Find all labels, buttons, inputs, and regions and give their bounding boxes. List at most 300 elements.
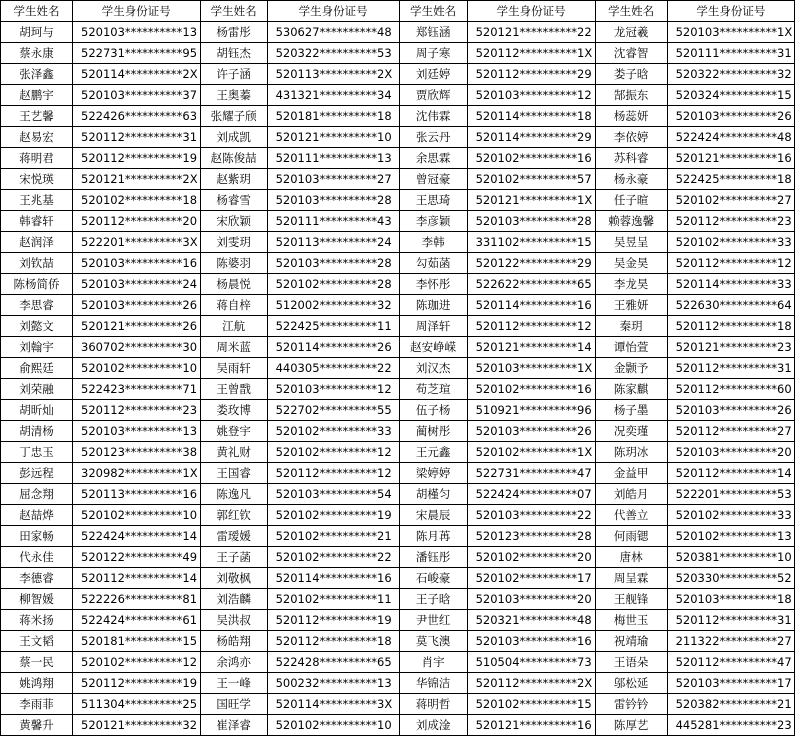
student-id-cell: 520112**********19	[73, 148, 201, 169]
table-row	[1, 316, 795, 337]
student-id-cell: 522731**********47	[467, 463, 595, 484]
table-row	[1, 274, 795, 295]
table-row	[1, 400, 795, 421]
student-name-cell: 胡清杨	[1, 421, 73, 442]
student-name-cell: 赵润泽	[1, 232, 73, 253]
student-name-cell: 李德睿	[1, 568, 73, 589]
student-id-cell: 520102**********19	[267, 505, 399, 526]
student-id-cell: 520113**********24	[267, 232, 399, 253]
student-id-cell: 520121**********16	[467, 715, 595, 736]
header-student-id: 学生身份证号	[667, 1, 795, 22]
table-row	[1, 379, 795, 400]
student-id-cell: 520181**********15	[73, 631, 201, 652]
student-name-cell: 蒋米扬	[1, 610, 73, 631]
student-name-cell: 屈念翔	[1, 484, 73, 505]
student-id-cell: 520114**********29	[467, 127, 595, 148]
student-id-cell: 520122**********49	[73, 547, 201, 568]
student-id-cell: 520102**********11	[267, 589, 399, 610]
student-name-cell: 张泽鑫	[1, 64, 73, 85]
student-id-cell: 520102**********33	[667, 232, 795, 253]
student-name-cell: 吴金昊	[595, 253, 667, 274]
student-id-cell: 520121**********32	[73, 715, 201, 736]
student-name-cell: 勾茹菡	[399, 253, 467, 274]
student-name-cell: 许子涵	[200, 64, 267, 85]
student-id-cell: 520102**********15	[467, 694, 595, 715]
student-id-cell: 520112**********12	[467, 316, 595, 337]
table-row	[1, 505, 795, 526]
student-id-cell: 520103**********17	[667, 673, 795, 694]
student-id-cell: 520103**********18	[667, 589, 795, 610]
student-id-cell: 522226**********81	[73, 589, 201, 610]
student-name-cell: 周米蓝	[200, 337, 267, 358]
student-id-cell: 520112**********23	[73, 400, 201, 421]
student-id-cell: 520181**********18	[267, 106, 399, 127]
student-id-cell: 520330**********52	[667, 568, 795, 589]
student-name-cell: 苟芝瑄	[399, 379, 467, 400]
student-id-cell: 520103**********26	[73, 295, 201, 316]
student-name-cell: 王兆基	[1, 190, 73, 211]
student-id-cell: 520102**********57	[467, 169, 595, 190]
student-name-cell: 梅世玉	[595, 610, 667, 631]
student-id-cell: 522630**********64	[667, 295, 795, 316]
student-name-cell: 李龙昊	[595, 274, 667, 295]
student-name-cell: 蒋自梓	[200, 295, 267, 316]
student-id-cell: 520112**********12	[267, 463, 399, 484]
student-id-cell: 520123**********28	[467, 526, 595, 547]
student-id-cell: 520102**********33	[267, 421, 399, 442]
student-id-cell: 512002**********32	[267, 295, 399, 316]
student-id-cell: 520121**********16	[667, 148, 795, 169]
student-name-cell: 杨子墨	[595, 400, 667, 421]
header-student-name: 学生姓名	[200, 1, 267, 22]
student-name-cell: 柳智媛	[1, 589, 73, 610]
student-name-cell: 苏科睿	[595, 148, 667, 169]
student-name-cell: 吴洪叔	[200, 610, 267, 631]
student-id-cell: 520102**********28	[267, 274, 399, 295]
student-id-cell: 522426**********63	[73, 106, 201, 127]
student-id-cell: 520102**********27	[667, 190, 795, 211]
student-name-cell: 姚鸿翔	[1, 673, 73, 694]
student-name-cell: 贾欣辉	[399, 85, 467, 106]
student-name-cell: 黄馨升	[1, 715, 73, 736]
student-name-cell: 赵鹏宇	[1, 85, 73, 106]
student-name-cell: 娄子晗	[595, 64, 667, 85]
student-name-cell: 蔡永康	[1, 43, 73, 64]
student-name-cell: 蔡一民	[1, 652, 73, 673]
student-name-cell: 郑钰涵	[399, 22, 467, 43]
student-name-cell: 赵易宏	[1, 127, 73, 148]
student-name-cell: 蔺树彤	[399, 421, 467, 442]
student-name-cell: 宋晨辰	[399, 505, 467, 526]
student-name-cell: 娄玫博	[200, 400, 267, 421]
student-id-cell: 520103**********12	[467, 85, 595, 106]
student-name-cell: 陈珈进	[399, 295, 467, 316]
student-name-cell: 陈月苒	[399, 526, 467, 547]
student-name-cell: 王曾戬	[200, 379, 267, 400]
header-student-name: 学生姓名	[1, 1, 73, 22]
student-id-cell: 520322**********32	[667, 64, 795, 85]
student-id-cell: 520102**********18	[73, 190, 201, 211]
student-id-cell: 520103**********26	[467, 421, 595, 442]
student-id-cell: 520102**********17	[467, 568, 595, 589]
table-row	[1, 169, 795, 190]
table-row	[1, 715, 795, 736]
student-name-cell: 刘懿文	[1, 316, 73, 337]
student-id-cell: 520103**********27	[267, 169, 399, 190]
student-id-cell: 520112**********31	[667, 610, 795, 631]
student-name-cell: 雷瑷媛	[200, 526, 267, 547]
table-row	[1, 610, 795, 631]
student-id-cell: 520111**********13	[267, 148, 399, 169]
student-name-cell: 陈家麒	[595, 379, 667, 400]
table-row	[1, 64, 795, 85]
table-row	[1, 337, 795, 358]
student-id-cell: 520102**********10	[267, 715, 399, 736]
student-id-cell: 520121**********14	[467, 337, 595, 358]
student-id-cell: 522424**********61	[73, 610, 201, 631]
student-name-cell: 王一峰	[200, 673, 267, 694]
student-name-cell: 莫飞澳	[399, 631, 467, 652]
student-id-cell: 522424**********14	[73, 526, 201, 547]
student-id-cell: 520112**********1X	[467, 43, 595, 64]
student-name-cell: 代善立	[595, 505, 667, 526]
student-name-cell: 吴雨轩	[200, 358, 267, 379]
student-name-cell: 刘敬枫	[200, 568, 267, 589]
student-name-cell: 秦玥	[595, 316, 667, 337]
student-name-cell: 王舰锋	[595, 589, 667, 610]
student-name-cell: 李韩	[399, 232, 467, 253]
table-row	[1, 232, 795, 253]
student-name-cell: 张云丹	[399, 127, 467, 148]
student-id-cell: 520102**********22	[267, 547, 399, 568]
student-name-cell: 丁忠玉	[1, 442, 73, 463]
student-id-cell: 520112**********19	[73, 673, 201, 694]
student-name-cell: 王雅妍	[595, 295, 667, 316]
table-row	[1, 484, 795, 505]
student-id-cell: 520102**********10	[73, 358, 201, 379]
student-id-cell: 530627**********48	[267, 22, 399, 43]
student-name-cell: 李依婷	[595, 127, 667, 148]
student-id-cell: 520114**********2X	[73, 64, 201, 85]
student-name-cell: 陈婆羽	[200, 253, 267, 274]
student-name-cell: 蒋明君	[1, 148, 73, 169]
student-id-cell: 520102**********16	[467, 148, 595, 169]
student-id-cell: 320982**********1X	[73, 463, 201, 484]
student-id-cell: 520103**********13	[73, 22, 201, 43]
student-name-cell: 刘成凯	[200, 127, 267, 148]
student-id-cell: 440305**********22	[267, 358, 399, 379]
student-id-cell: 520112**********14	[73, 568, 201, 589]
student-name-cell: 曾冠豪	[399, 169, 467, 190]
student-id-cell: 520123**********38	[73, 442, 201, 463]
student-id-cell: 522424**********48	[667, 127, 795, 148]
table-row	[1, 43, 795, 64]
student-id-cell: 520382**********21	[667, 694, 795, 715]
student-id-cell: 520112**********14	[667, 463, 795, 484]
student-name-cell: 沈伟霖	[399, 106, 467, 127]
student-name-cell: 尹世红	[399, 610, 467, 631]
student-name-cell: 姚登宇	[200, 421, 267, 442]
student-name-cell: 杨永豪	[595, 169, 667, 190]
student-name-cell: 陈逸凡	[200, 484, 267, 505]
student-id-cell: 522428**********65	[267, 652, 399, 673]
student-name-cell: 刘廷婷	[399, 64, 467, 85]
student-name-cell: 龙冠羲	[595, 22, 667, 43]
student-id-cell: 510921**********96	[467, 400, 595, 421]
table-row	[1, 211, 795, 232]
student-id-cell: 445281**********23	[667, 715, 795, 736]
student-id-cell: 520103**********20	[467, 589, 595, 610]
student-name-cell: 杨皓翔	[200, 631, 267, 652]
table-row	[1, 631, 795, 652]
student-id-cell: 520112**********29	[467, 64, 595, 85]
table-row	[1, 694, 795, 715]
student-id-cell: 520102**********13	[667, 526, 795, 547]
student-name-cell: 沈睿智	[595, 43, 667, 64]
student-name-cell: 华锦洁	[399, 673, 467, 694]
student-id-cell: 520103**********16	[467, 631, 595, 652]
student-id-cell: 520102**********12	[267, 442, 399, 463]
student-id-cell: 522622**********65	[467, 274, 595, 295]
student-id-cell: 522731**********95	[73, 43, 201, 64]
student-name-cell: 王元鑫	[399, 442, 467, 463]
student-id-cell: 520121**********10	[267, 127, 399, 148]
student-id-cell: 520324**********15	[667, 85, 795, 106]
student-name-cell: 胡钰杰	[200, 43, 267, 64]
student-id-cell: 520112**********12	[667, 253, 795, 274]
table-row	[1, 652, 795, 673]
table-row	[1, 22, 795, 43]
student-name-cell: 陈杨简侨	[1, 274, 73, 295]
student-id-cell: 520121**********1X	[467, 190, 595, 211]
student-id-cell: 520112**********18	[667, 316, 795, 337]
table-row	[1, 127, 795, 148]
student-id-cell: 331102**********15	[467, 232, 595, 253]
table-row	[1, 568, 795, 589]
table-row	[1, 295, 795, 316]
student-id-cell: 520112**********23	[667, 211, 795, 232]
student-name-cell: 周呈霖	[595, 568, 667, 589]
student-id-cell: 520103**********1X	[467, 358, 595, 379]
student-id-cell: 520103**********24	[73, 274, 201, 295]
student-name-cell: 杨蕊妍	[595, 106, 667, 127]
student-name-cell: 赵紫玥	[200, 169, 267, 190]
student-name-cell: 潘钰彤	[399, 547, 467, 568]
student-id-cell: 520112**********60	[667, 379, 795, 400]
student-name-cell: 王文韬	[1, 631, 73, 652]
header-student-name: 学生姓名	[399, 1, 467, 22]
table-row	[1, 421, 795, 442]
table-row	[1, 148, 795, 169]
student-name-cell: 祝靖瑜	[595, 631, 667, 652]
student-name-cell: 况奕瑾	[595, 421, 667, 442]
student-id-cell: 522201**********53	[667, 484, 795, 505]
student-id-cell: 520112**********27	[667, 421, 795, 442]
student-name-cell: 李雨菲	[1, 694, 73, 715]
student-name-cell: 金颢予	[595, 358, 667, 379]
student-name-cell: 崔泽睿	[200, 715, 267, 736]
table-row	[1, 85, 795, 106]
student-name-cell: 刘成淦	[399, 715, 467, 736]
student-id-cell: 520111**********31	[667, 43, 795, 64]
student-name-cell: 王思琦	[399, 190, 467, 211]
student-name-cell: 赵安峥嵘	[399, 337, 467, 358]
student-name-cell: 何雨锶	[595, 526, 667, 547]
student-name-cell: 张耀子颀	[200, 106, 267, 127]
student-id-cell: 520112**********31	[667, 358, 795, 379]
student-name-cell: 代永佳	[1, 547, 73, 568]
student-name-cell: 赵陈俊喆	[200, 148, 267, 169]
student-id-cell: 520103**********26	[667, 400, 795, 421]
student-id-cell: 511304**********25	[73, 694, 201, 715]
student-id-cell: 520102**********12	[73, 652, 201, 673]
student-name-cell: 韩睿轩	[1, 211, 73, 232]
student-name-cell: 刘荣融	[1, 379, 73, 400]
student-id-cell: 520102**********33	[667, 505, 795, 526]
student-id-cell: 520114**********16	[267, 568, 399, 589]
student-name-cell: 俞熙廷	[1, 358, 73, 379]
header-student-id: 学生身份证号	[267, 1, 399, 22]
header-row	[1, 1, 795, 22]
student-name-cell: 伍子杨	[399, 400, 467, 421]
student-id-cell: 520102**********20	[467, 547, 595, 568]
student-id-cell: 520112**********2X	[467, 673, 595, 694]
student-name-cell: 金益甲	[595, 463, 667, 484]
student-id-cell: 520102**********10	[73, 505, 201, 526]
student-name-cell: 胡昕灿	[1, 400, 73, 421]
student-id-cell: 520112**********20	[73, 211, 201, 232]
student-name-cell: 郭红钦	[200, 505, 267, 526]
student-id-cell: 522424**********07	[467, 484, 595, 505]
header-student-id: 学生身份证号	[73, 1, 201, 22]
student-name-cell: 王艺馨	[1, 106, 73, 127]
table-row	[1, 190, 795, 211]
student-id-cell: 520114**********18	[467, 106, 595, 127]
table-row	[1, 106, 795, 127]
student-name-cell: 赵喆烨	[1, 505, 73, 526]
student-name-cell: 国旺学	[200, 694, 267, 715]
student-id-cell: 520113**********2X	[267, 64, 399, 85]
student-id-cell: 520102**********16	[467, 379, 595, 400]
student-name-cell: 田家畅	[1, 526, 73, 547]
student-name-cell: 谭怡萱	[595, 337, 667, 358]
table-row	[1, 358, 795, 379]
student-name-cell: 刘雯玥	[200, 232, 267, 253]
student-id-cell: 431321**********34	[267, 85, 399, 106]
student-name-cell: 黄礼财	[200, 442, 267, 463]
student-name-cell: 邬松延	[595, 673, 667, 694]
student-name-cell: 周子寒	[399, 43, 467, 64]
student-id-cell: 520103**********28	[267, 253, 399, 274]
student-id-cell: 520121**********22	[467, 22, 595, 43]
student-id-cell: 520122**********29	[467, 253, 595, 274]
student-name-cell: 杨晨悦	[200, 274, 267, 295]
student-name-cell: 刘皓月	[595, 484, 667, 505]
student-name-cell: 胡槿匀	[399, 484, 467, 505]
student-name-cell: 肖宇	[399, 652, 467, 673]
student-id-cell: 520103**********28	[467, 211, 595, 232]
student-id-cell: 500232**********13	[267, 673, 399, 694]
student-name-cell: 石峻豪	[399, 568, 467, 589]
student-name-cell: 周泽轩	[399, 316, 467, 337]
student-name-cell: 李思睿	[1, 295, 73, 316]
student-name-cell: 梁婷婷	[399, 463, 467, 484]
student-name-cell: 王子菡	[200, 547, 267, 568]
student-id-cell: 522425**********11	[267, 316, 399, 337]
student-name-cell: 雷钤钤	[595, 694, 667, 715]
student-name-cell: 吴昱呈	[595, 232, 667, 253]
student-name-cell: 陈厚艺	[595, 715, 667, 736]
student-id-cell: 520121**********23	[667, 337, 795, 358]
student-id-cell: 211322**********27	[667, 631, 795, 652]
student-id-cell: 520103**********12	[267, 379, 399, 400]
student-id-cell: 522425**********18	[667, 169, 795, 190]
student-name-cell: 王语朵	[595, 652, 667, 673]
student-id-cell: 360702**********30	[73, 337, 201, 358]
student-name-cell: 江航	[200, 316, 267, 337]
student-name-cell: 刘钦喆	[1, 253, 73, 274]
student-id-cell: 520112**********19	[267, 610, 399, 631]
student-id-cell: 520103**********13	[73, 421, 201, 442]
student-id-cell: 520102**********21	[267, 526, 399, 547]
header-student-id: 学生身份证号	[467, 1, 595, 22]
student-id-cell: 520111**********43	[267, 211, 399, 232]
student-name-cell: 王子晗	[399, 589, 467, 610]
student-id-cell: 520103**********28	[267, 190, 399, 211]
student-id-cell: 520381**********10	[667, 547, 795, 568]
table-row	[1, 547, 795, 568]
table-row	[1, 442, 795, 463]
student-id-cell: 520112**********18	[267, 631, 399, 652]
student-name-cell: 李彦颖	[399, 211, 467, 232]
student-id-cell: 520112**********31	[73, 127, 201, 148]
student-name-cell: 宋欣颖	[200, 211, 267, 232]
student-name-cell: 杨睿雪	[200, 190, 267, 211]
student-id-cell: 522423**********71	[73, 379, 201, 400]
student-id-cell: 520114**********26	[267, 337, 399, 358]
student-id-cell: 520113**********16	[73, 484, 201, 505]
student-id-cell: 520114**********16	[467, 295, 595, 316]
student-name-cell: 郜振东	[595, 85, 667, 106]
student-name-cell: 余思霖	[399, 148, 467, 169]
student-name-cell: 蒋明哲	[399, 694, 467, 715]
student-name-cell: 唐林	[595, 547, 667, 568]
student-id-cell: 510504**********73	[467, 652, 595, 673]
table-row	[1, 526, 795, 547]
table-row	[1, 673, 795, 694]
student-name-cell: 宋悦瑛	[1, 169, 73, 190]
student-id-cell: 520322**********53	[267, 43, 399, 64]
table-row	[1, 589, 795, 610]
table-row	[1, 253, 795, 274]
student-id-cell: 520103**********16	[73, 253, 201, 274]
student-id-cell: 522201**********3X	[73, 232, 201, 253]
student-name-cell: 刘汉杰	[399, 358, 467, 379]
student-name-cell: 彭远程	[1, 463, 73, 484]
student-id-cell: 520321**********48	[467, 610, 595, 631]
student-id-cell: 520121**********26	[73, 316, 201, 337]
student-name-cell: 任子暄	[595, 190, 667, 211]
table-row	[1, 463, 795, 484]
header-student-name: 学生姓名	[595, 1, 667, 22]
student-id-cell: 520114**********33	[667, 274, 795, 295]
student-name-cell: 杨雷彤	[200, 22, 267, 43]
student-id-cell: 520103**********20	[667, 442, 795, 463]
student-name-cell: 赖蓉逸馨	[595, 211, 667, 232]
student-name-cell: 王奥蓁	[200, 85, 267, 106]
student-id-cell: 520103**********26	[667, 106, 795, 127]
student-name-cell: 陈玥冰	[595, 442, 667, 463]
